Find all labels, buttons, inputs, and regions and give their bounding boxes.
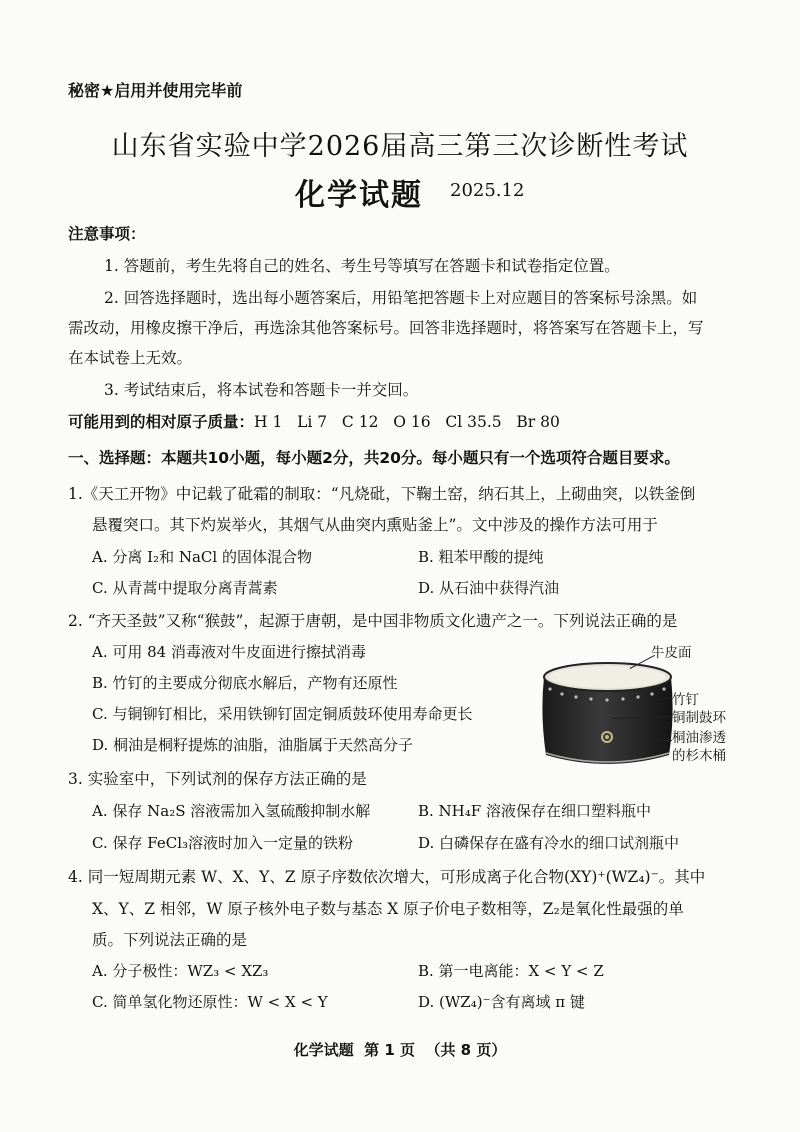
q3-option-b: B. NH₄F 溶液保存在细口塑料瓶中 — [418, 802, 651, 820]
q2-option-d: D. 桐油是桐籽提炼的油脂，油脂属于天然高分子 — [92, 736, 414, 754]
notice-heading: 注意事项： — [68, 225, 146, 243]
q2-option-b: B. 竹钉的主要成分彻底水解后，产物有还原性 — [92, 674, 398, 692]
q3-option-c: C. 保存 FeCl₃溶液时加入一定量的铁粉 — [92, 834, 353, 852]
q3-stem: 3. 实验室中，下列试剂的保存方法正确的是 — [68, 770, 367, 788]
q1-option-b: B. 粗苯甲酸的提纯 — [418, 548, 544, 566]
page-footer: 化学试题 第 1 页 （共 8 页） — [293, 1041, 507, 1059]
q2-option-c: C. 与铜铆钉相比，采用铁铆钉固定铜质鼓环使用寿命更长 — [92, 705, 473, 723]
exam-title: 山东省实验中学2026届高三第三次诊断性考试 — [111, 131, 689, 162]
label-bamboo-nail: 竹钉 — [672, 692, 699, 708]
subject-title: 化学试题 — [295, 178, 423, 213]
label-tung-oil-1: 桐油渗透 — [672, 730, 726, 746]
label-leather: 牛皮面 — [651, 645, 692, 661]
q4-option-d: D. (WZ₄)⁻含有离域 π 键 — [418, 993, 585, 1011]
label-copper-ring: 铜制鼓环 — [672, 710, 726, 726]
leader-line-oil — [660, 740, 672, 741]
q1-option-a: A. 分离 I₂和 NaCl 的固体混合物 — [92, 548, 312, 566]
notice-item-3: 3. 考试结束后，将本试卷和答题卡一并交回。 — [104, 381, 419, 399]
notice-item-1: 1. 答题前，考生先将自己的姓名、考生号等填写在答题卡和试卷指定位置。 — [104, 257, 620, 275]
q4-option-b: B. 第一电离能：X < Y < Z — [418, 962, 604, 980]
q4-stem-line-2: X、Y、Z 相邻，W 原子核外电子数与基态 X 原子价电子数相等，Z₂是氧化性最强的单 — [92, 900, 684, 918]
q2-option-a: A. 可用 84 消毒液对牛皮面进行擦拭消毒 — [92, 643, 366, 661]
notice-item-2-line-3: 在本试卷上无效。 — [68, 349, 193, 367]
q4-stem-line-1: 4. 同一短周期元素 W、X、Y、Z 原子序数依次增大，可形成离子化合物(XY)⁺(WZ₄)⁻。其中 — [68, 868, 706, 886]
q1-stem-line-1: 1.《天工开物》中记载了砒霜的制取：“凡烧砒，下鞠土窑，纳石其上，上砌曲突，以铁釜倒 — [68, 485, 696, 503]
notice-item-2-line-2: 需改动，用橡皮擦干净后，再选涂其他答案标号。回答非选择题时，将答案写在答题卡上，写 — [68, 319, 704, 337]
atomic-mass-line — [68, 410, 560, 432]
notice-item-2-line-1: 2. 回答选择题时，选出每小题答案后，用铅笔把答题卡上对应题目的答案标号涂黑。如 — [104, 289, 698, 307]
q3-option-a: A. 保存 Na₂S 溶液需加入氢硫酸抑制水解 — [92, 802, 371, 820]
drum-figure — [540, 655, 675, 775]
q4-option-c: C. 简单氢化物还原性：W < X < Y — [92, 993, 328, 1011]
section-1-heading: 一、选择题：本题共10小题，每小题2分，共20分。每小题只有一个选项符合题目要求。 — [68, 449, 680, 467]
q3-option-d: D. 白磷保存在盛有冷水的细口试剂瓶中 — [418, 834, 680, 852]
exam-date: 2025.12 — [450, 180, 525, 201]
q1-option-c: C. 从青蒿中提取分离青蒿素 — [92, 579, 278, 597]
q2-stem: 2. “齐天圣鼓”又称“猴鼓”，起源于唐朝，是中国非物质文化遗产之一。下列说法正确的是 — [68, 612, 678, 630]
label-tung-oil-2: 的杉木桶 — [672, 748, 726, 764]
q4-stem-line-3: 质。下列说法正确的是 — [92, 931, 248, 949]
q1-stem-line-2: 悬覆突口。其下灼炭举火，其烟气从曲突内熏贴釜上”。文中涉及的操作方法可用于 — [92, 516, 658, 534]
q4-option-a: A. 分子极性：WZ₃ < XZ₃ — [92, 962, 269, 980]
q1-option-d: D. 从石油中获得汽油 — [418, 579, 560, 597]
confidential-mark: 秘密★启用并使用完毕前 — [68, 81, 243, 100]
atomic-mass-label: 可能用到的相对原子质量： — [68, 413, 255, 431]
atomic-mass-values: H 1 Li 7 C 12 O 16 Cl 35.5 Br 80 — [254, 413, 560, 431]
